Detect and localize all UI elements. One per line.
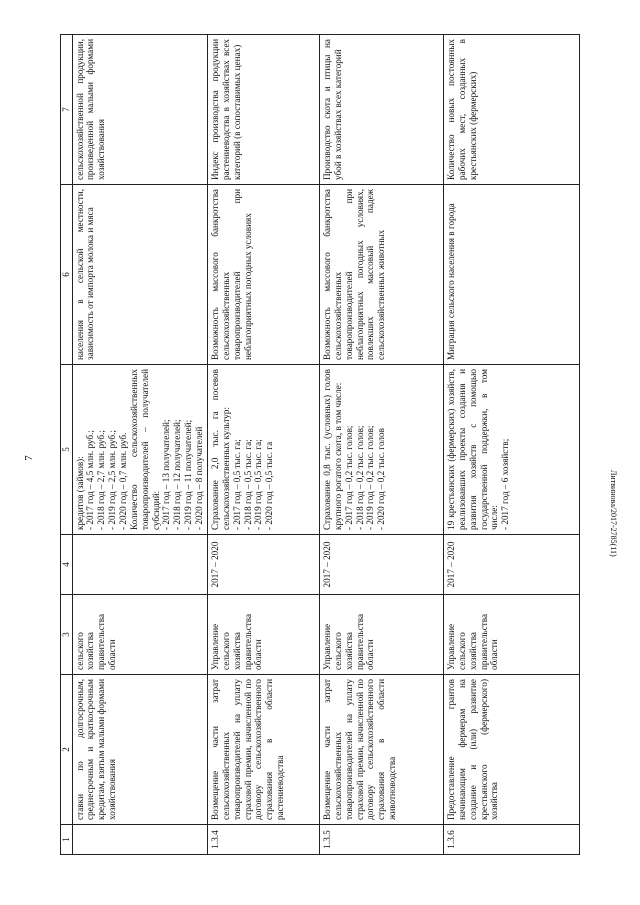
expected-result: 19 крестьянских (фермерских) хозяйств, реализовавших проекты создания и развития хозяйств с помощью государственной поддержки, в том числе: - 2017 год – 6 хозяйств;: [443, 365, 579, 535]
row-number: 1.3.6: [443, 825, 579, 855]
executor: Управление сельского хозяйства правительства области: [443, 595, 579, 675]
target-indicator: Индекс производства продукции растениеводства в хозяйствах всех категорий (в сопоставимых ценах): [207, 35, 319, 185]
document-code: Литвинова/2017-2785(11): [609, 470, 618, 557]
executor: сельского хозяйства правительства области: [72, 595, 207, 675]
executor: Управление сельского хозяйства правительства области: [207, 595, 319, 675]
risk: Возможность массового банкротства сельскохозяйственных товаропроизводителей при неблагоприятных погодных условиях: [207, 185, 319, 365]
expected-result: Страхование 0,8 тыс. (условных) голов крупного рогатого скота, в том числе: - 2017 год – 0,2 тыс. голов; - 2018 год – 0,2 тыс. голов; - 2019 год – 0,2 тыс. голов; - 2020 год – 0,2 тыс. голов: [319, 365, 443, 535]
table-row: [72, 35, 207, 855]
risk: Миграция сельского населения в города: [443, 185, 579, 365]
target-indicator: Производство скота и птицы на убой в хозяйствах всех категорий: [319, 35, 443, 185]
row-number: 1.3.4: [207, 825, 319, 855]
expected-result: кредитов (займов): - 2017 год – 4,5 млн. руб.; - 2018 год – 2,7 млн. руб.; - 2019 год – 2,5 млн. руб.; - 2020 год – 0,7 млн. руб. Количество сельскохозяйственных товаропроизводителей – получателей субсидий: - 2017 год – 13 получателей; - 2018 год – 12 получателей; - 2019 год – 11 получателей; - 2020 год – 8 получателей: [72, 365, 207, 535]
column-header: 2: [61, 675, 73, 825]
executor: Управление сельского хозяйства правительства области: [319, 595, 443, 675]
risk: населения в сельской местности, зависимость от импорта молока и мяса: [72, 185, 207, 365]
measure-name: Возмещение части затрат сельскохозяйственных товаропроизводителей на уплату страховой премии, начисленной по договору сельскохозяйственного страхования в области растениеводства: [207, 675, 319, 825]
measure-name: Возмещение части затрат сельскохозяйственных товаропроизводителей на уплату страховой премии, начисленной по договору сельскохозяйственного страхования в области животноводства: [319, 675, 443, 825]
row-number: 1.3.5: [319, 825, 443, 855]
program-measures-table: [60, 34, 580, 855]
target-indicator: сельскохозяйственной продукции, произведенной малыми формами хозяйствования: [72, 35, 207, 185]
page-number: 7: [22, 455, 35, 461]
table-row: [207, 35, 319, 855]
column-header: 4: [61, 535, 73, 595]
column-header: 3: [61, 595, 73, 675]
column-header: 7: [61, 35, 73, 185]
expected-result: Страхование 2,0 тыс. га посевов сельскохозяйственных культур: - 2017 год – 0,5 тыс. га; - 2018 год – 0,5 тыс. га; - 2019 год – 0,5 тыс. га; - 2020 год – 0,5 тыс. га: [207, 365, 319, 535]
header-row: [61, 35, 73, 855]
period: [72, 535, 207, 595]
risk: Возможность массового банкротства сельскохозяйственных товаропроизводителей при неблагоприятных погодных условиях, повлекших массовый падеж сельскохозяйственных животных: [319, 185, 443, 365]
rotated-table-container: [60, 35, 580, 855]
table-row: [319, 35, 443, 855]
measure-name: Предоставление грантов начинающим фермерам на создание и (или) развитие крестьянского (фермерского) хозяйства: [443, 675, 579, 825]
period: 2017 – 2020: [443, 535, 579, 595]
target-indicator: Количество новых постоянных рабочих мест, созданных в крестьянских (фермерских): [443, 35, 579, 185]
period: 2017 – 2020: [319, 535, 443, 595]
period: 2017 – 2020: [207, 535, 319, 595]
column-header: 6: [61, 185, 73, 365]
row-number: [72, 825, 207, 855]
measure-name: ставки по долгосрочным, среднесрочным и краткосрочным кредитам, взятым малыми формами хозяйствования: [72, 675, 207, 825]
column-header: 1: [61, 825, 73, 855]
column-header: 5: [61, 365, 73, 535]
table-row: [443, 35, 579, 855]
